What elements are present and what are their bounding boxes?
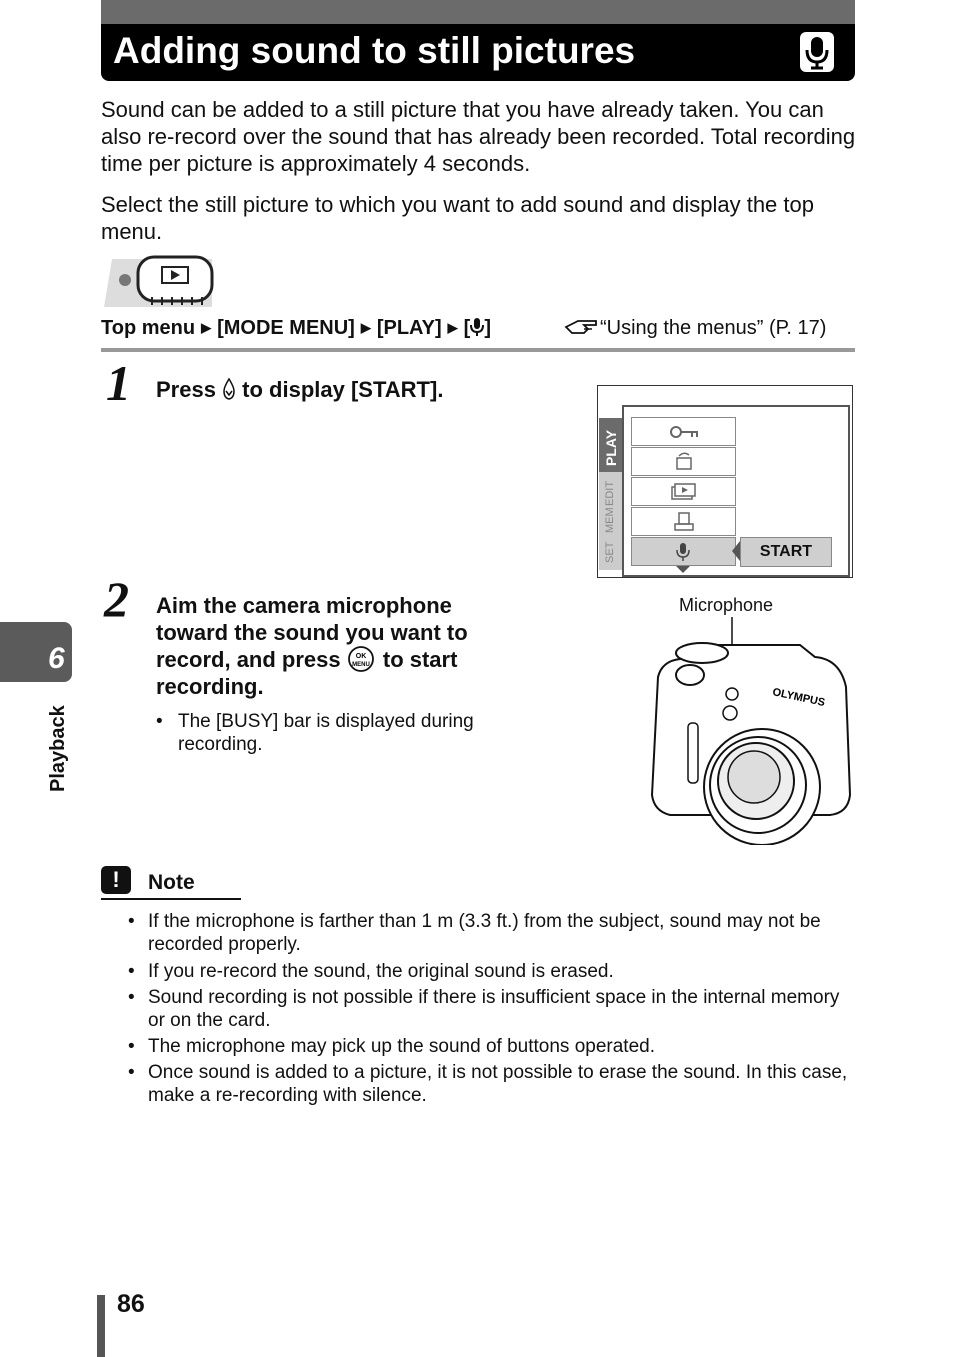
camera-brand-label: OLYMPUS — [771, 686, 827, 710]
crumb-mode-menu: [MODE MENU] — [217, 317, 355, 339]
bullet-dot: • — [128, 987, 135, 1008]
note-label: Note — [148, 871, 195, 894]
reference-text: “Using the menus” (P. 17) — [600, 317, 827, 339]
arrow-pad-down-icon — [222, 377, 236, 402]
page-reference — [564, 317, 826, 340]
note-item — [128, 1061, 853, 1107]
note-item-text: Sound recording is not possible if there is insufficient space in the internal memory or on the card. — [148, 987, 840, 1031]
note-item — [128, 910, 853, 956]
page-number-bar — [97, 1295, 105, 1357]
step-1-number: 1 — [106, 355, 131, 411]
arrow-right-icon: ▶ — [201, 320, 212, 335]
key-icon — [632, 418, 735, 445]
chapter-label: Playback — [47, 705, 69, 792]
lcd-tab-set: SET — [604, 541, 616, 563]
exclamation-icon: ! — [101, 866, 131, 894]
section-divider — [101, 348, 855, 352]
lcd-pointer-arrow — [732, 541, 740, 561]
crumb-play: [PLAY] — [376, 317, 442, 339]
rotate-icon — [632, 448, 735, 475]
bullet-dot: • — [128, 1036, 135, 1057]
lcd-item-slideshow — [631, 477, 736, 506]
step-2-bullet — [156, 710, 516, 756]
menu-path-breadcrumb — [101, 317, 491, 340]
lcd-start-button: START — [740, 537, 832, 567]
microphone-icon — [800, 32, 834, 72]
note-item — [128, 960, 853, 983]
note-item-text: If the microphone is farther than 1 m (3.3 ft.) from the subject, sound may not be recorded properly. — [148, 911, 821, 955]
lcd-tab-play: PLAY — [603, 429, 619, 466]
step-2-bullet-text: The [BUSY] bar is displayed during recording. — [178, 711, 474, 755]
lcd-item-rotate — [631, 447, 736, 476]
print-icon — [632, 508, 735, 535]
step-2-text-a: Aim the camera microphone toward the sound you want to record, and press — [156, 593, 468, 672]
note-item-text: The microphone may pick up the sound of buttons operated. — [148, 1036, 655, 1057]
page-title: Adding sound to still pictures — [113, 30, 636, 71]
step-2-text-b: to start recording. — [156, 647, 458, 699]
note-item-text: Once sound is added to a picture, it is not possible to erase the sound. In this case, make a re-recording with silence. — [148, 1062, 848, 1106]
crumb-bracket-close: ] — [484, 317, 491, 339]
lcd-item-protect — [631, 417, 736, 446]
lcd-tab-edit: EDIT — [604, 480, 616, 506]
menu-label: MENU — [351, 662, 370, 668]
lcd-scroll-down-icon — [676, 566, 690, 573]
arrow-right-icon: ▶ — [360, 320, 371, 335]
mode-dial-playback-icon — [102, 255, 217, 311]
note-underline — [101, 898, 241, 900]
slideshow-icon — [632, 478, 735, 505]
chapter-number: 6 — [48, 642, 65, 675]
lcd-item-sound-selected — [631, 537, 736, 566]
step-1-text — [156, 376, 443, 403]
crumb-top-menu: Top menu — [101, 317, 196, 339]
title-bar-top-strip — [101, 0, 855, 24]
step-1-text-b: to display [START]. — [236, 377, 444, 402]
microphone-callout-label: Microphone — [679, 595, 774, 615]
pointing-hand-icon — [564, 317, 600, 339]
note-item — [128, 1035, 853, 1058]
bullet-dot: • — [156, 711, 163, 732]
camera-illustration — [640, 615, 855, 845]
note-item-text: If you re-record the sound, the original sound is erased. — [148, 961, 614, 982]
note-item — [128, 986, 853, 1032]
lcd-tab-mem: MEM — [604, 507, 616, 533]
lcd-item-print — [631, 507, 736, 536]
page-number: 86 — [117, 1290, 145, 1318]
arrow-right-icon: ▶ — [447, 320, 458, 335]
step-2-text — [156, 592, 526, 700]
step-2-number: 2 — [104, 571, 129, 627]
intro-paragraph-2: Select the still picture to which you want to add sound and display the top menu. — [101, 192, 814, 244]
ok-label: OK — [355, 653, 366, 660]
microphone-icon — [470, 317, 484, 339]
crumb-bracket-open: [ — [463, 317, 471, 339]
intro-paragraph-1: Sound can be added to a still picture that you have already taken. You can also re-record over the sound that has already been recorded. Total recording time per picture is approximately 4 seconds. — [101, 97, 856, 176]
ok-menu-button-icon — [347, 647, 377, 672]
bullet-dot: • — [128, 911, 135, 932]
bullet-dot: • — [128, 1062, 135, 1083]
step-1-text-a: Press — [156, 377, 223, 402]
microphone-icon — [632, 538, 735, 565]
bullet-dot: • — [128, 961, 135, 982]
